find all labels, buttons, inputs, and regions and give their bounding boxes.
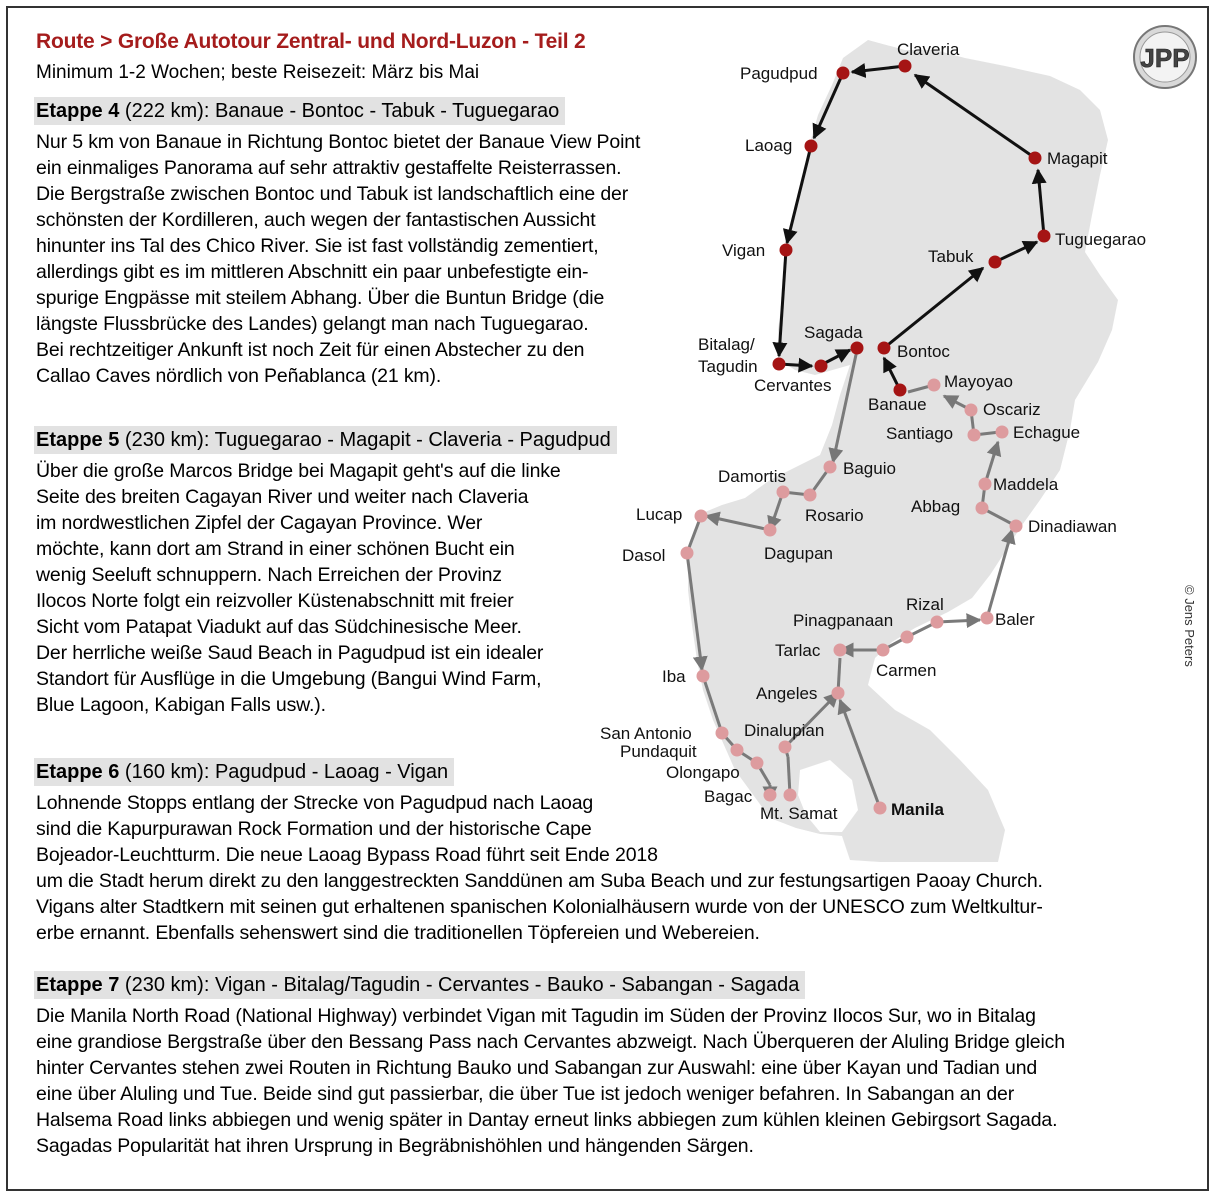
label-san-antonio: San Antonio [600,724,692,743]
jpp-logo [1134,26,1196,88]
logo-text: JPP [1140,43,1190,73]
dot-damortis [777,486,790,499]
label-manila: Manila [891,800,944,819]
stage-5-line: Standort für Ausflüge in die Umgebung (Bangui Wind Farm, [36,668,542,690]
stage-6-line: sind die Kapurpurawan Rock Formation und der historische Cape [36,818,592,840]
stage-4-line: längste Flussbrücke des Landes) gelangt man nach Tuguegarao. [36,313,589,335]
stage-6-label: Etappe 6 [36,761,120,783]
label-dinadiawan: Dinadiawan [1028,517,1117,536]
stage-4-line: allerdings gibt es im mittleren Abschnitt ein paar unbefestigte ein- [36,261,589,283]
stage-5-line: möchte, kann dort am Strand in einer schönen Bucht ein [36,538,515,560]
dot-tarlac [834,644,847,657]
dot-dinadiawan [1010,520,1023,533]
label-rosario: Rosario [805,506,864,525]
label-pinagpanaan: Pinagpanaan [793,611,894,630]
label-cervantes: Cervantes [754,376,832,395]
stage-4-label: Etappe 4 [36,100,120,122]
dot-pagudpud [837,67,850,80]
dot-bitalag [773,358,786,371]
dot-iba [697,670,710,683]
label-tarlac: Tarlac [775,641,821,660]
dot-pundaquit [731,744,744,757]
page-subtitle: Minimum 1-2 Wochen; beste Reisezeit: März bis Mai [36,62,480,83]
label-abbag: Abbag [911,497,961,516]
stage-7-line: eine grandiose Bergstraße über den Bessang Pass nach Cervantes abzweigt. Nach Überqueren der Aluling Bridge gleich [36,1031,1065,1053]
stage-4-line: ein einmaliges Panorama auf sehr attraktiv gestaffelte Reisterrassen. [36,157,622,179]
stage-4-heading [34,97,565,125]
label-sagada: Sagada [804,323,863,342]
stage-4-line: Die Bergstraße zwischen Bontoc und Tabuk ist landschaftlich eine der [36,183,629,205]
label-mayoyao: Mayoyao [944,372,1013,391]
dot-rizal [931,616,944,629]
label-baguio: Baguio [843,459,896,478]
dot-angeles [832,687,845,700]
copyright-note: © Jens Peters [1182,585,1197,667]
dot-vigan [780,244,793,257]
stage-7-line: Die Manila North Road (National Highway) verbindet Vigan mit Tagudin im Süden der Provinz Ilocos Sur, wo in Bitalag [36,1005,1036,1027]
stage-5-heading [34,426,617,454]
dot-dinalupian [779,741,792,754]
label-mt-samat: Mt. Samat [760,804,838,823]
stage-5-line: Sicht vom Patapat Viadukt auf das Südchinesische Meer. [36,616,522,638]
stage-6-route: (160 km): Pagudpud - Laoag - Vigan [124,761,449,783]
label-maddela: Maddela [993,475,1059,494]
dot-carmen [877,644,890,657]
stage-6-line: erbe ernannt. Ebenfalls sehenswert sind die traditionellen Töpfereien und Webereien. [36,922,760,944]
dot-sagada [851,342,864,355]
stage-4-line: Bei rechtzeitiger Ankunft ist noch Zeit für einen Abstecher zu den [36,339,585,361]
stage-7-heading [34,971,805,999]
dot-tabuk [989,256,1002,269]
dot-oscariz [965,404,978,417]
label-tagudin: Tagudin [698,357,758,376]
stage-5-route: (230 km): Tuguegarao - Magapit - Claveria - Pagudpud [124,429,611,451]
stage-5-label: Etappe 5 [36,429,120,451]
label-pagudpud: Pagudpud [740,64,818,83]
stage-5-line: Seite des breiten Cagayan River und weiter nach Claveria [36,486,529,508]
stage-7-line: Sagadas Popularität hat ihren Ursprung in Begräbnishöhlen und hängenden Särgen. [36,1135,754,1157]
dot-dasol [681,547,694,560]
label-damortis: Damortis [718,467,787,486]
stage-7-line: Halsema Road links abbiegen und wenig später in Dantay erneut links abbiegen zum kühlen kleinen Gebirgsort Sagada. [36,1109,1058,1131]
label-claveria: Claveria [897,40,960,59]
label-dasol: Dasol [622,546,666,565]
dot-tuguegarao [1038,230,1051,243]
page-title: Route > Große Autotour Zentral- und Nord-Luzon - Teil 2 [36,30,586,53]
stage-4-line: spurige Engpässe mit steilem Abhang. Über die Buntun Bridge (die [36,287,605,309]
label-olongapo: Olongapo [666,763,740,782]
dot-laoag [805,140,818,153]
stage-7-route: (230 km): Vigan - Bitalag/Tagudin - Cervantes - Bauko - Sabangan - Sagada [124,974,800,996]
dot-bagac [764,789,777,802]
dot-mt-samat [784,789,797,802]
dot-baguio [824,461,837,474]
stage-5-line: Der herrliche weiße Saud Beach in Pagudpud ist ein idealer [36,642,544,664]
stage-4-line: hinunter ins Tal des Chico River. Sie ist fast vollständig zementiert, [36,235,599,257]
dot-echague [996,426,1009,439]
label-magapit: Magapit [1047,149,1108,168]
label-bontoc: Bontoc [897,342,950,361]
label-dagupan: Dagupan [764,544,834,563]
label-bagac: Bagac [704,787,753,806]
label-lucap: Lucap [636,505,683,524]
label-oscariz: Oscariz [983,400,1041,419]
stage-6-line: Lohnende Stopps entlang der Strecke von Pagudpud nach Laoag [36,792,594,814]
label-pundaquit: Pundaquit [620,742,697,761]
label-tabuk: Tabuk [928,247,974,266]
label-carmen: Carmen [876,661,937,680]
stage-5-line: Über die große Marcos Bridge bei Magapit geht's auf die linke [36,460,561,482]
dot-bontoc [878,342,891,355]
stage-5-line: Blue Lagoon, Kabigan Falls usw.). [36,694,326,716]
label-angeles: Angeles [756,684,818,703]
stage-5-line: wenig Seeluft schnuppern. Nach Erreichen der Provinz [36,564,502,586]
dot-magapit [1029,152,1042,165]
label-baler: Baler [995,610,1035,629]
stage-4-line: Nur 5 km von Banaue in Richtung Bontoc bietet der Banaue View Point [36,131,641,153]
label-laoag: Laoag [745,136,793,155]
stage-6-line: Bojeador-Leuchtturm. Die neue Laoag Bypass Road führt seit Ende 2018 [36,844,658,866]
label-bitalag: Bitalag/ [698,335,755,354]
dot-olongapo [751,757,764,770]
dot-pinagpanaan [901,631,914,644]
label-banaue: Banaue [868,395,927,414]
stage-7-label: Etappe 7 [36,974,120,996]
label-dinalupian: Dinalupian [744,721,825,740]
stage-6-line: Vigans alter Stadtkern mit seinen gut erhaltenen spanischen Kolonialhäusern wurde von der UNESCO zum Weltkultur- [36,896,1043,918]
stage-7-line: eine über Aluling und Tue. Beide sind gut passierbar, die über Tue ist jedoch weniger befahren. In Sabangan an der [36,1083,1015,1105]
label-vigan: Vigan [722,241,766,260]
dot-lucap [695,510,708,523]
stage-4-route: (222 km): Banaue - Bontoc - Tabuk - Tuguegarao [124,100,560,122]
stage-5-line: im nordwestlichen Zipfel der Cagayan Province. Wer [36,512,483,534]
label-santiago: Santiago [886,424,954,443]
stage-7-line: hinter Cervantes stehen zwei Routen in Richtung Bauko und Sabangan zur Auswahl: eine über Kayan und Tadian und [36,1057,1038,1079]
dot-maddela [979,478,992,491]
label-echague: Echague [1013,423,1081,442]
stage-6-line: um die Stadt herum direkt zu den langgestreckten Sanddünen am Suba Beach und zur festungsartigen Paoay Church. [36,870,1043,892]
dot-mayoyao [928,379,941,392]
dot-rosario [804,489,817,502]
stage-5-line: Ilocos Norte folgt ein reizvoller Küstenabschnitt mit freier [36,590,514,612]
dot-san-antonio [716,727,729,740]
dot-santiago [968,429,981,442]
dot-cervantes [815,360,828,373]
stage-4-line: schönsten der Kordilleren, auch wegen der fantastischen Aussicht [36,209,596,231]
stage-4-line: Callao Caves nördlich von Peñablanca (21 km). [36,365,442,387]
stage-6-heading [34,758,454,786]
dot-baler [981,612,994,625]
label-iba: Iba [662,667,686,686]
label-tuguegarao: Tuguegarao [1055,230,1147,249]
dot-dagupan [764,524,777,537]
dot-manila [874,802,887,815]
label-rizal: Rizal [906,595,944,614]
dot-abbag [976,502,989,515]
dot-claveria [899,60,912,73]
